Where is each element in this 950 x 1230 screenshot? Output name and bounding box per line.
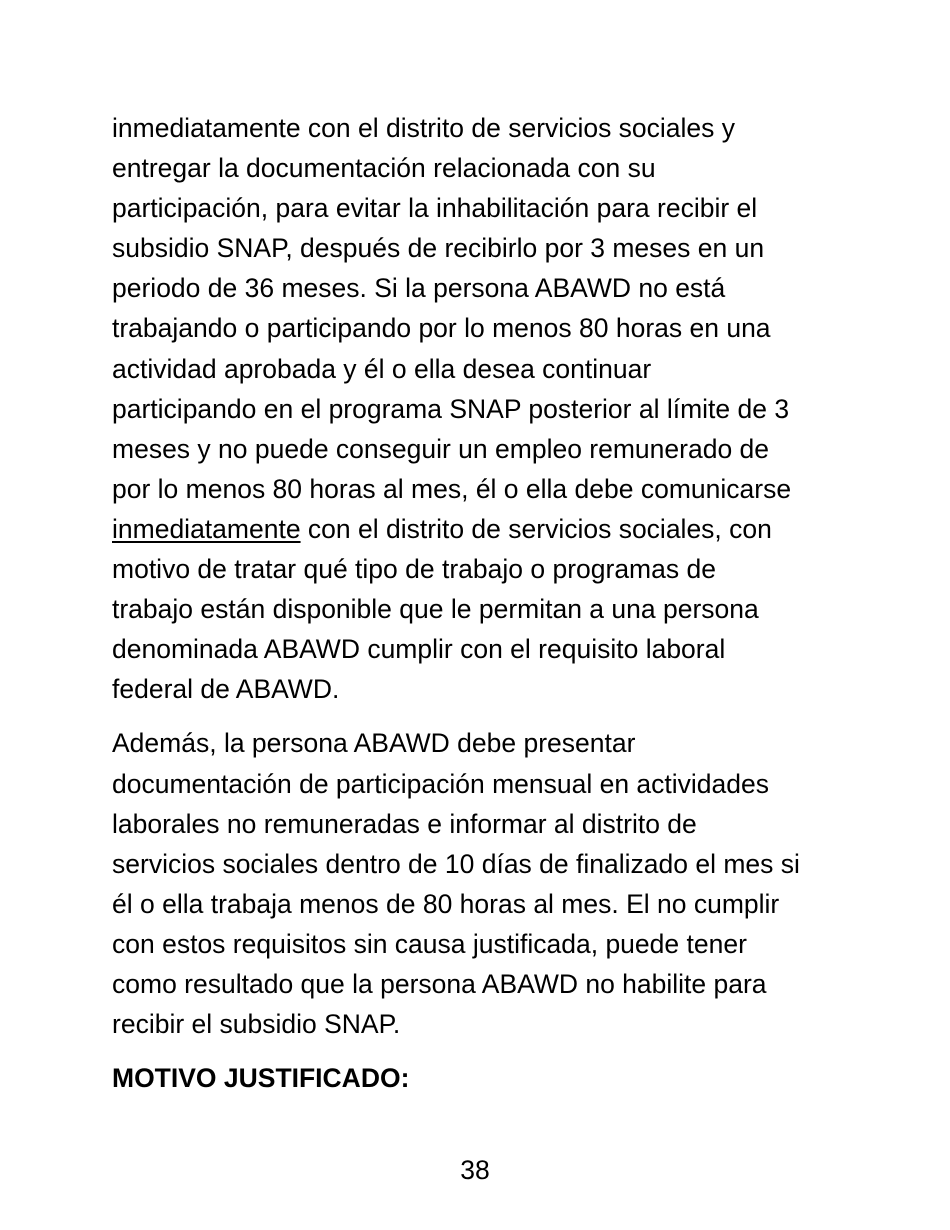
text-line: trabajando o participando por lo menos 80 horas en una — [112, 313, 771, 344]
section-heading: MOTIVO JUSTIFICADO: — [112, 1063, 410, 1094]
text-line: motivo de tratar qué tipo de trabajo o programas de — [112, 554, 716, 585]
page-number: 38 — [460, 1155, 490, 1185]
text-line: Además, la persona ABAWD debe presentar — [112, 728, 636, 759]
text-line: denominada ABAWD cumplir con el requisito laboral — [112, 634, 726, 665]
text-line: como resultado que la persona ABAWD no habilite para — [112, 968, 767, 999]
text-line: laborales no remuneradas e informar al distrito de — [112, 808, 697, 839]
text-line: participación, para evitar la inhabilitación para recibir el — [112, 193, 758, 224]
underlined-emphasis: inmediatamente — [112, 513, 301, 544]
text-line-continuation: con el distrito de servicios sociales, con — [300, 513, 772, 544]
text-line: trabajo están disponible que le permitan a una persona — [112, 594, 759, 625]
text-line: entregar la documentación relacionada con su — [112, 153, 656, 184]
text-line-with-emphasis — [112, 509, 852, 549]
paragraph-1 — [112, 108, 852, 709]
text-line: recibir el subsidio SNAP. — [112, 1009, 401, 1040]
text-line: federal de ABAWD. — [112, 674, 340, 705]
text-line: él o ella trabaja menos de 80 horas al mes. El no cumplir — [112, 888, 780, 919]
text-line: documentación de participación mensual en actividades — [112, 768, 770, 799]
text-line: periodo de 36 meses. Si la persona ABAWD no está — [112, 273, 726, 304]
text-line: con estos requisitos sin causa justificada, puede tener — [112, 928, 747, 959]
text-line: participando en el programa SNAP posterior al límite de 3 — [112, 393, 790, 424]
page-content — [112, 108, 852, 1098]
text-line: meses y no puede conseguir un empleo remunerado de — [112, 433, 770, 464]
text-line: inmediatamente con el distrito de servicios sociales y — [112, 113, 736, 143]
paragraph-2 — [112, 723, 852, 1044]
text-line: subsidio SNAP, después de recibirlo por 3 meses en un — [112, 233, 765, 264]
text-line: por lo menos 80 horas al mes, él o ella debe comunicarse — [112, 473, 792, 504]
text-line: actividad aprobada y él o ella desea continuar — [112, 353, 652, 384]
text-line: servicios sociales dentro de 10 días de finalizado el mes si — [112, 848, 800, 879]
